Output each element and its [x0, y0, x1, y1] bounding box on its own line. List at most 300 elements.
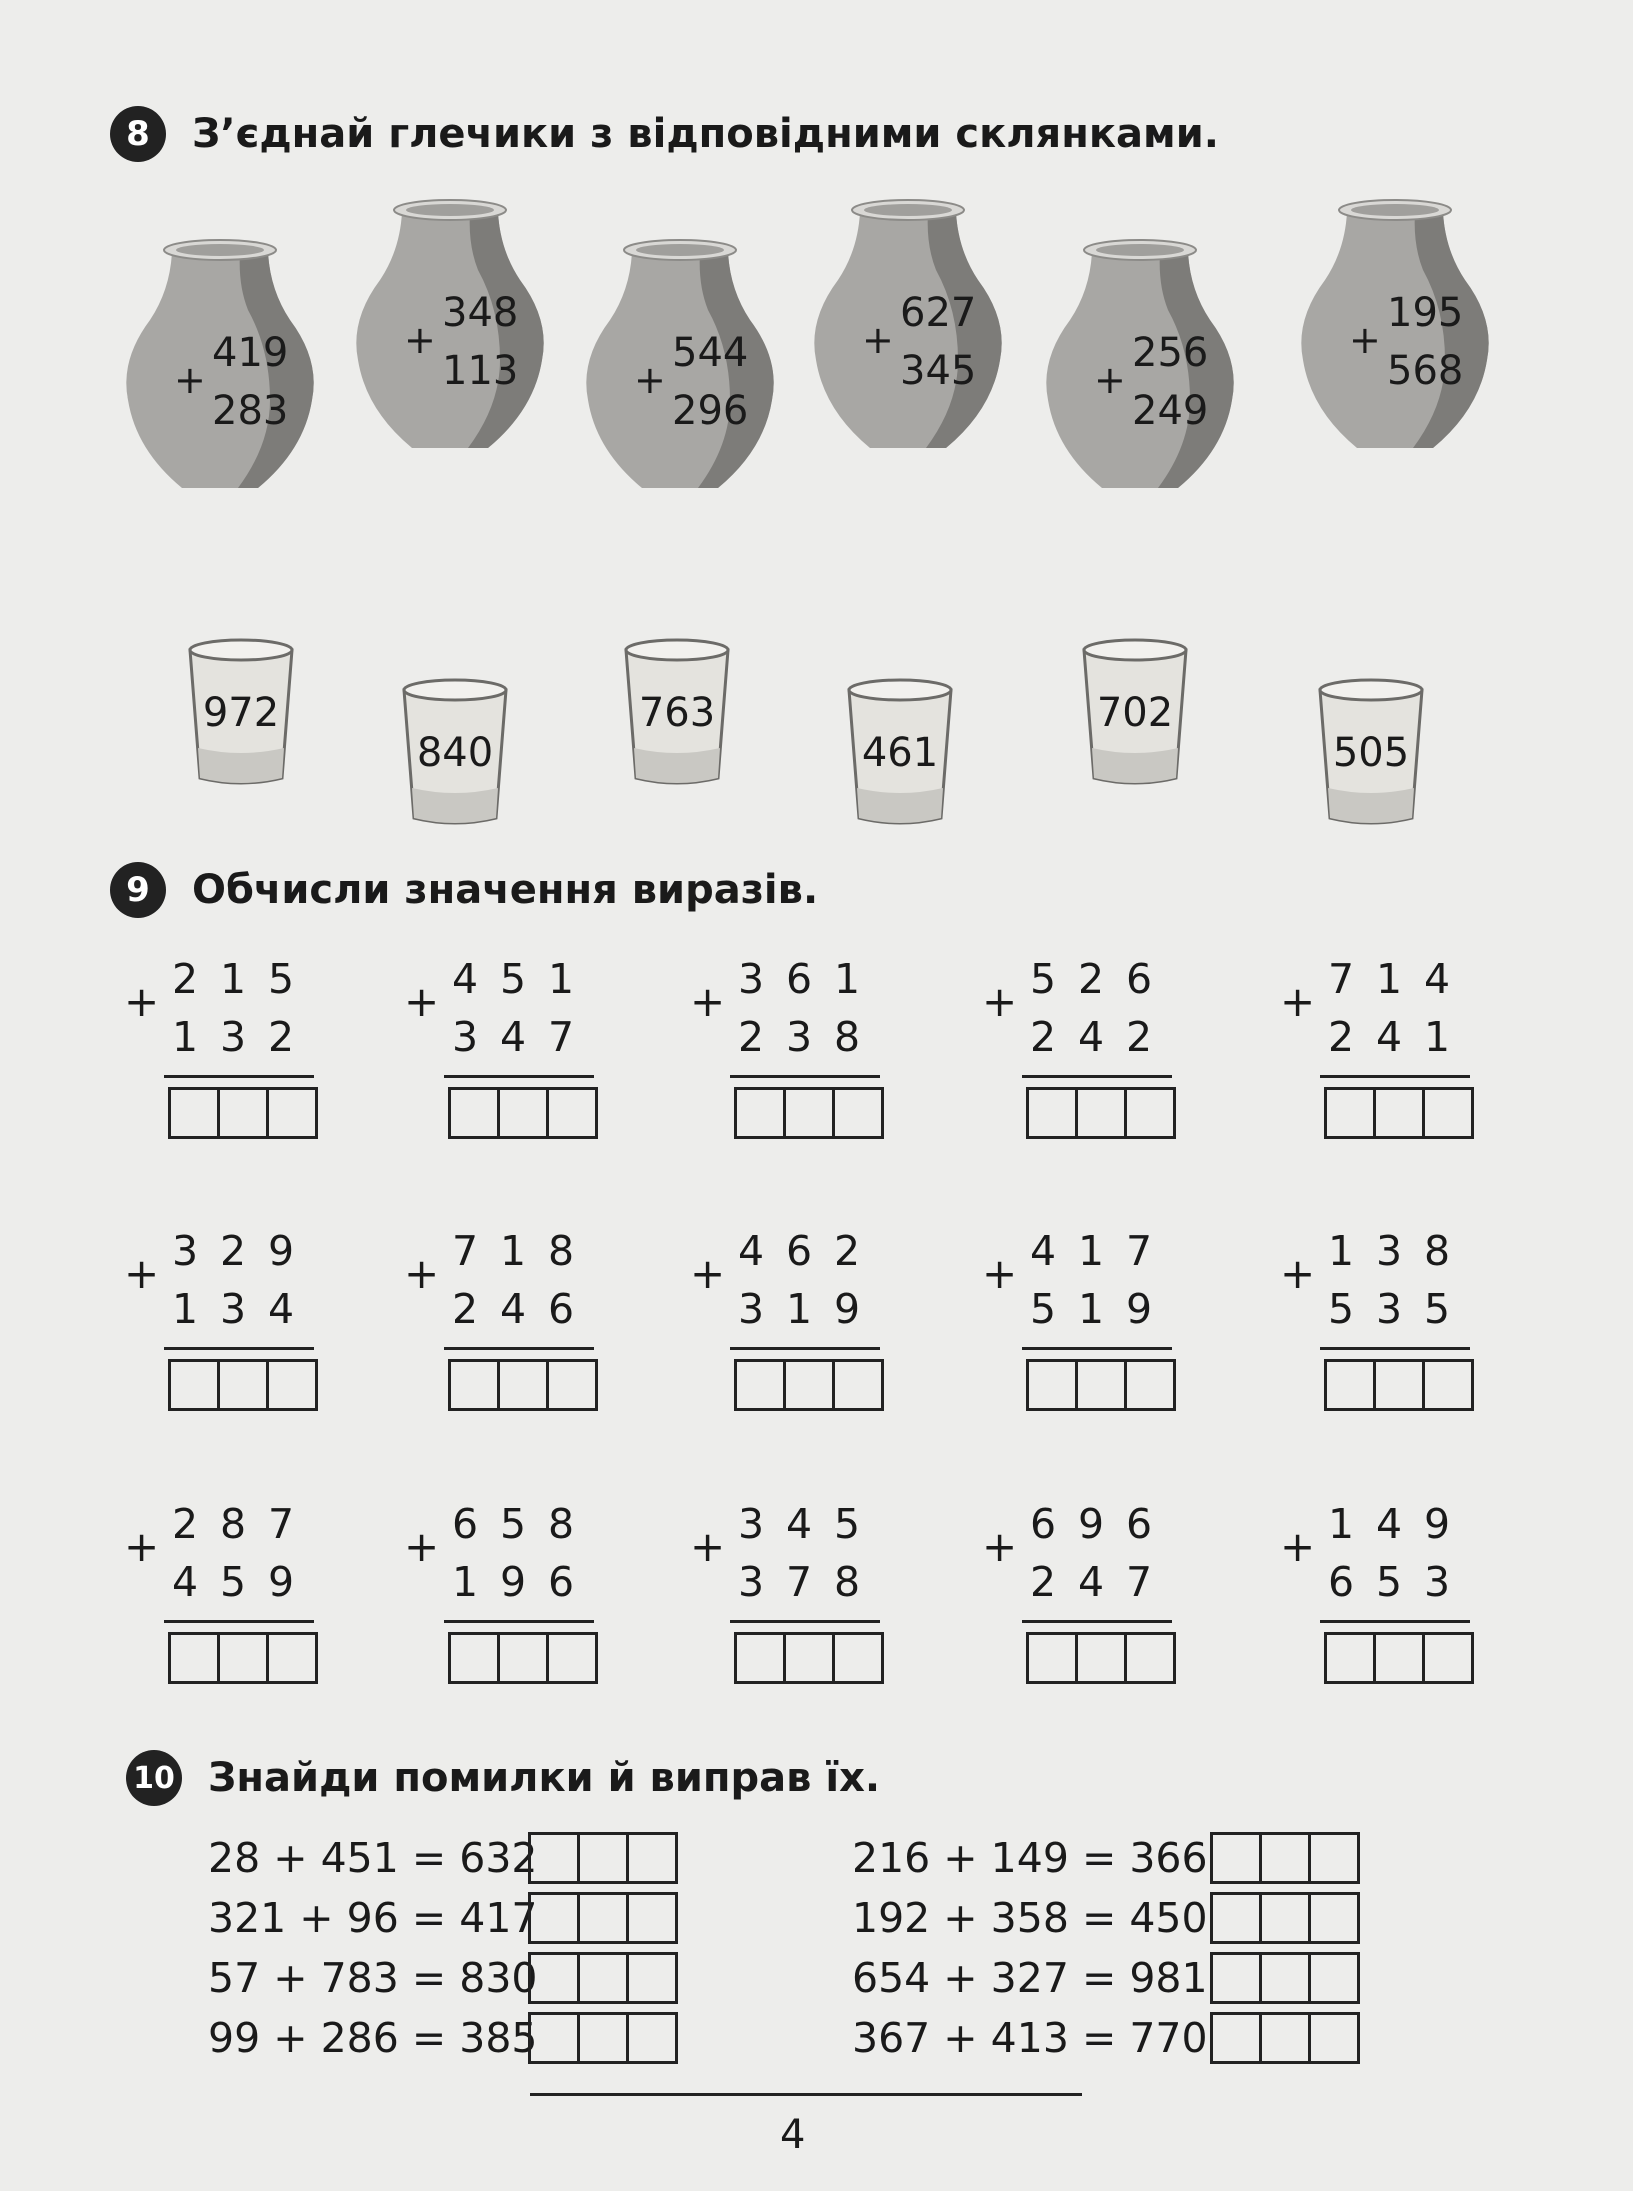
correction-cell[interactable] — [1259, 1952, 1311, 2004]
addend-bottom — [448, 1013, 578, 1061]
page-number: 4 — [780, 2112, 806, 2158]
sum-line — [1022, 1347, 1172, 1350]
addend-top — [734, 1227, 864, 1275]
sum-line — [444, 1620, 594, 1623]
plus-sign: + — [124, 1522, 160, 1571]
plus-sign: + — [124, 977, 160, 1026]
digit: 4 — [1029, 1227, 1057, 1275]
digit: 1 — [1375, 955, 1403, 1003]
glass[interactable] — [186, 638, 296, 788]
digit: 9 — [1423, 1500, 1451, 1548]
digit: 3 — [451, 1013, 479, 1061]
digit: 8 — [547, 1227, 575, 1275]
jug-addend-top: 419 — [212, 330, 289, 376]
addend-bottom — [1324, 1285, 1454, 1333]
answer-cell[interactable] — [448, 1087, 500, 1139]
correction-cell[interactable] — [1308, 1892, 1360, 1944]
addend-top — [448, 1227, 578, 1275]
digit: 7 — [1327, 955, 1355, 1003]
correction-cell[interactable] — [626, 1952, 678, 2004]
sum-line — [1022, 1620, 1172, 1623]
correction-boxes — [1210, 2012, 1360, 2064]
sum-line — [444, 1347, 594, 1350]
equation-text: 216 + 149 = 366 — [852, 1834, 1208, 1882]
equation-text: 367 + 413 = 770 — [852, 2014, 1208, 2062]
correction-cell[interactable] — [1308, 1832, 1360, 1884]
plus-sign: + — [404, 1249, 440, 1298]
jug-addend-top: 627 — [900, 290, 977, 336]
digit: 1 — [547, 955, 575, 1003]
answer-cell[interactable] — [734, 1632, 786, 1684]
answer-cell[interactable] — [1422, 1087, 1474, 1139]
correction-cell[interactable] — [528, 2012, 580, 2064]
answer-boxes — [734, 1359, 884, 1411]
answer-cell[interactable] — [1124, 1632, 1176, 1684]
jug-addend-top: 348 — [442, 290, 519, 336]
digit: 3 — [219, 1285, 247, 1333]
sum-line — [730, 1347, 880, 1350]
digit: 9 — [267, 1227, 295, 1275]
digit: 1 — [499, 1227, 527, 1275]
answer-cell[interactable] — [448, 1359, 500, 1411]
plus-sign: + — [1280, 1249, 1316, 1298]
digit: 6 — [451, 1500, 479, 1548]
glass-value: 763 — [638, 690, 716, 736]
digit: 4 — [737, 1227, 765, 1275]
correction-cell[interactable] — [1210, 1952, 1262, 2004]
sum-line — [730, 1075, 880, 1078]
exercise-10-header — [126, 1750, 880, 1806]
addend-bottom — [448, 1285, 578, 1333]
digit: 9 — [499, 1558, 527, 1606]
answer-cell[interactable] — [1324, 1087, 1376, 1139]
digit: 4 — [1375, 1500, 1403, 1548]
digit: 3 — [785, 1013, 813, 1061]
answer-cell[interactable] — [546, 1632, 598, 1684]
addend-bottom — [734, 1558, 864, 1606]
addend-bottom — [1026, 1285, 1156, 1333]
digit: 9 — [1125, 1285, 1153, 1333]
digit: 3 — [737, 1500, 765, 1548]
equation-row — [852, 1832, 1360, 1884]
answer-cell[interactable] — [217, 1359, 269, 1411]
digit: 3 — [737, 1558, 765, 1606]
addend-top — [1026, 955, 1156, 1003]
addend-top — [168, 1227, 298, 1275]
digit: 6 — [547, 1558, 575, 1606]
addend-top — [1324, 955, 1454, 1003]
correction-boxes — [528, 1892, 678, 1944]
answer-boxes — [1026, 1087, 1176, 1139]
answer-boxes — [734, 1087, 884, 1139]
digit: 3 — [219, 1013, 247, 1061]
addend-top — [734, 1500, 864, 1548]
answer-cell[interactable] — [497, 1359, 549, 1411]
correction-boxes — [528, 1832, 678, 1884]
correction-cell[interactable] — [1210, 1892, 1262, 1944]
correction-cell[interactable] — [1308, 2012, 1360, 2064]
plus-sign: + — [862, 318, 894, 362]
digit: 4 — [171, 1558, 199, 1606]
addend-bottom — [1026, 1013, 1156, 1061]
sum-line — [1320, 1075, 1470, 1078]
digit: 7 — [547, 1013, 575, 1061]
answer-cell[interactable] — [832, 1632, 884, 1684]
equation-row — [208, 1952, 678, 2004]
answer-boxes — [448, 1632, 598, 1684]
correction-boxes — [1210, 1832, 1360, 1884]
addend-bottom — [168, 1558, 298, 1606]
glass-value: 505 — [1332, 730, 1410, 776]
column-addition — [690, 1227, 890, 1417]
correction-cell[interactable] — [1308, 1952, 1360, 2004]
correction-cell[interactable] — [1259, 2012, 1311, 2064]
correction-cell[interactable] — [577, 1952, 629, 2004]
answer-cell[interactable] — [1422, 1632, 1474, 1684]
answer-cell[interactable] — [546, 1087, 598, 1139]
digit: 1 — [1423, 1013, 1451, 1061]
correction-cell[interactable] — [528, 1892, 580, 1944]
answer-cell[interactable] — [497, 1087, 549, 1139]
digit: 1 — [1077, 1227, 1105, 1275]
answer-boxes — [1324, 1359, 1474, 1411]
answer-cell[interactable] — [217, 1632, 269, 1684]
sum-line — [730, 1620, 880, 1623]
answer-cell[interactable] — [1026, 1632, 1078, 1684]
addend-bottom — [1324, 1013, 1454, 1061]
answer-boxes — [734, 1632, 884, 1684]
addend-top — [448, 955, 578, 1003]
glass[interactable] — [400, 678, 510, 828]
digit: 6 — [785, 1227, 813, 1275]
jug[interactable] — [350, 190, 550, 455]
equation-text: 654 + 327 = 981 — [852, 1954, 1208, 2002]
digit: 9 — [833, 1285, 861, 1333]
sum-line — [164, 1075, 314, 1078]
correction-cell[interactable] — [1210, 1832, 1262, 1884]
digit: 1 — [171, 1285, 199, 1333]
digit: 5 — [1423, 1285, 1451, 1333]
addend-bottom — [168, 1285, 298, 1333]
jug[interactable] — [120, 230, 320, 495]
plus-sign: + — [1094, 358, 1126, 402]
plus-sign: + — [690, 977, 726, 1026]
digit: 3 — [171, 1227, 199, 1275]
digit: 3 — [737, 1285, 765, 1333]
plus-sign: + — [634, 358, 666, 402]
digit: 9 — [267, 1558, 295, 1606]
digit: 6 — [1125, 1500, 1153, 1548]
answer-cell[interactable] — [783, 1632, 835, 1684]
digit: 2 — [1029, 1558, 1057, 1606]
answer-cell[interactable] — [1075, 1632, 1127, 1684]
jug[interactable] — [808, 190, 1008, 455]
glass-value: 840 — [416, 730, 494, 776]
answer-cell[interactable] — [1124, 1087, 1176, 1139]
correction-cell[interactable] — [626, 2012, 678, 2064]
correction-boxes — [1210, 1952, 1360, 2004]
answer-boxes — [1324, 1632, 1474, 1684]
digit: 4 — [499, 1013, 527, 1061]
addend-bottom — [168, 1013, 298, 1061]
digit: 4 — [1077, 1013, 1105, 1061]
column-addition — [404, 1227, 604, 1417]
jug-addend-bottom: 296 — [672, 388, 749, 434]
answer-cell[interactable] — [734, 1087, 786, 1139]
digit: 4 — [1077, 1558, 1105, 1606]
plus-sign: + — [404, 1522, 440, 1571]
digit: 2 — [451, 1285, 479, 1333]
answer-cell[interactable] — [1324, 1359, 1376, 1411]
digit: 2 — [1327, 1013, 1355, 1061]
digit: 2 — [219, 1227, 247, 1275]
digit: 6 — [1327, 1558, 1355, 1606]
sum-line — [164, 1347, 314, 1350]
addend-bottom — [1324, 1558, 1454, 1606]
digit: 5 — [833, 1500, 861, 1548]
digit: 3 — [1375, 1285, 1403, 1333]
jug-addend-top: 544 — [672, 330, 749, 376]
plus-sign: + — [404, 977, 440, 1026]
jug[interactable] — [1040, 230, 1240, 495]
correction-cell[interactable] — [577, 1892, 629, 1944]
answer-cell[interactable] — [546, 1359, 598, 1411]
equation-text: 321 + 96 = 417 — [208, 1894, 538, 1942]
column-addition — [1280, 1500, 1480, 1690]
digit: 5 — [1375, 1558, 1403, 1606]
jug-addend-bottom: 113 — [442, 348, 519, 394]
plus-sign: + — [690, 1522, 726, 1571]
plus-sign: + — [982, 977, 1018, 1026]
column-addition — [404, 1500, 604, 1690]
digit: 8 — [219, 1500, 247, 1548]
equation-text: 99 + 286 = 385 — [208, 2014, 538, 2062]
correction-cell[interactable] — [528, 1952, 580, 2004]
digit: 2 — [267, 1013, 295, 1061]
equation-text: 28 + 451 = 632 — [208, 1834, 538, 1882]
plus-sign: + — [404, 318, 436, 362]
correction-cell[interactable] — [577, 1832, 629, 1884]
glass-value: 461 — [861, 730, 939, 776]
glass[interactable] — [1080, 638, 1190, 788]
digit: 4 — [785, 1500, 813, 1548]
digit: 1 — [833, 955, 861, 1003]
digit: 4 — [451, 955, 479, 1003]
addend-top — [1324, 1227, 1454, 1275]
sum-line — [1320, 1347, 1470, 1350]
plus-sign: + — [690, 1249, 726, 1298]
digit: 7 — [1125, 1227, 1153, 1275]
answer-cell[interactable] — [1422, 1359, 1474, 1411]
answer-cell[interactable] — [1026, 1359, 1078, 1411]
digit: 1 — [1327, 1500, 1355, 1548]
correction-cell[interactable] — [1259, 1832, 1311, 1884]
column-addition — [1280, 955, 1480, 1145]
answer-cell[interactable] — [1324, 1632, 1376, 1684]
answer-boxes — [168, 1632, 318, 1684]
digit: 5 — [499, 1500, 527, 1548]
answer-cell[interactable] — [832, 1359, 884, 1411]
jug-addend-bottom: 345 — [900, 348, 977, 394]
digit: 1 — [785, 1285, 813, 1333]
digit: 6 — [785, 955, 813, 1003]
answer-cell[interactable] — [832, 1087, 884, 1139]
equation-row — [208, 1892, 678, 1944]
jug-addend-top: 256 — [1132, 330, 1209, 376]
correction-cell[interactable] — [626, 1892, 678, 1944]
digit: 5 — [219, 1558, 247, 1606]
digit: 5 — [499, 955, 527, 1003]
column-addition — [124, 1227, 324, 1417]
correction-cell[interactable] — [1259, 1892, 1311, 1944]
answer-boxes — [168, 1087, 318, 1139]
correction-cell[interactable] — [1210, 2012, 1262, 2064]
jug-addend-bottom: 568 — [1387, 348, 1464, 394]
digit: 8 — [833, 1558, 861, 1606]
digit: 4 — [1375, 1013, 1403, 1061]
digit: 5 — [1029, 955, 1057, 1003]
correction-cell[interactable] — [577, 2012, 629, 2064]
answer-cell[interactable] — [1026, 1087, 1078, 1139]
digit: 4 — [1423, 955, 1451, 1003]
answer-cell[interactable] — [1075, 1087, 1127, 1139]
equation-row — [852, 2012, 1360, 2064]
addend-top — [1324, 1500, 1454, 1548]
answer-cell[interactable] — [783, 1359, 835, 1411]
exercise-9-title: Обчисли значення виразів. — [192, 867, 819, 913]
sum-line — [444, 1075, 594, 1078]
sum-line — [164, 1620, 314, 1623]
exercise-number-badge: 10 — [126, 1750, 182, 1806]
equation-row — [852, 1952, 1360, 2004]
column-addition — [982, 1227, 1182, 1417]
glass-value: 702 — [1096, 690, 1174, 736]
jug-addend-bottom: 283 — [212, 388, 289, 434]
digit: 7 — [451, 1227, 479, 1275]
glass-value: 972 — [202, 690, 280, 736]
digit: 1 — [1327, 1227, 1355, 1275]
addend-top — [1026, 1500, 1156, 1548]
addend-bottom — [734, 1285, 864, 1333]
answer-boxes — [1026, 1359, 1176, 1411]
digit: 3 — [737, 955, 765, 1003]
answer-cell[interactable] — [1373, 1632, 1425, 1684]
exercise-10-title: Знайди помилки й виправ їх. — [208, 1755, 881, 1801]
jug[interactable] — [580, 230, 780, 495]
column-addition — [1280, 1227, 1480, 1417]
equation-row — [208, 1832, 678, 1884]
answer-boxes — [168, 1359, 318, 1411]
sum-line — [1320, 1620, 1470, 1623]
digit: 2 — [737, 1013, 765, 1061]
column-addition — [982, 955, 1182, 1145]
answer-cell[interactable] — [168, 1632, 220, 1684]
digit: 1 — [219, 955, 247, 1003]
digit: 8 — [1423, 1227, 1451, 1275]
digit: 2 — [171, 1500, 199, 1548]
addend-bottom — [448, 1558, 578, 1606]
answer-cell[interactable] — [168, 1359, 220, 1411]
answer-cell[interactable] — [1075, 1359, 1127, 1411]
answer-boxes — [1026, 1632, 1176, 1684]
column-addition — [124, 1500, 324, 1690]
plus-sign: + — [982, 1522, 1018, 1571]
digit: 2 — [1125, 1013, 1153, 1061]
sum-line — [1022, 1075, 1172, 1078]
plus-sign: + — [124, 1249, 160, 1298]
digit: 7 — [1125, 1558, 1153, 1606]
answer-cell[interactable] — [1373, 1359, 1425, 1411]
addend-top — [448, 1500, 578, 1548]
answer-cell[interactable] — [1373, 1087, 1425, 1139]
column-addition — [690, 955, 890, 1145]
answer-boxes — [448, 1359, 598, 1411]
column-addition — [124, 955, 324, 1145]
jug-addend-bottom: 249 — [1132, 388, 1209, 434]
exercise-number-badge: 8 — [110, 106, 166, 162]
digit: 4 — [499, 1285, 527, 1333]
correction-cell[interactable] — [528, 1832, 580, 1884]
equation-text: 192 + 358 = 450 — [852, 1894, 1208, 1942]
digit: 5 — [1029, 1285, 1057, 1333]
digit: 7 — [267, 1500, 295, 1548]
digit: 1 — [451, 1558, 479, 1606]
answer-cell[interactable] — [168, 1087, 220, 1139]
digit: 2 — [171, 955, 199, 1003]
answer-cell[interactable] — [266, 1087, 318, 1139]
jug-addend-top: 195 — [1387, 290, 1464, 336]
answer-cell[interactable] — [1124, 1359, 1176, 1411]
glass[interactable] — [845, 678, 955, 828]
equation-text: 57 + 783 = 830 — [208, 1954, 538, 2002]
answer-cell[interactable] — [497, 1632, 549, 1684]
digit: 5 — [1327, 1285, 1355, 1333]
digit: 7 — [785, 1558, 813, 1606]
addend-top — [734, 955, 864, 1003]
answer-cell[interactable] — [266, 1632, 318, 1684]
equation-row — [852, 1892, 1360, 1944]
correction-boxes — [1210, 1892, 1360, 1944]
addend-top — [1026, 1227, 1156, 1275]
digit: 6 — [547, 1285, 575, 1333]
addend-top — [168, 955, 298, 1003]
digit: 1 — [171, 1013, 199, 1061]
column-addition — [690, 1500, 890, 1690]
correction-boxes — [528, 2012, 678, 2064]
digit: 3 — [1423, 1558, 1451, 1606]
plus-sign: + — [174, 358, 206, 402]
exercise-8-title: З’єднай глечики з відповідними склянками. — [192, 111, 1219, 157]
plus-sign: + — [1349, 318, 1381, 362]
jug[interactable] — [1295, 190, 1495, 455]
digit: 6 — [1125, 955, 1153, 1003]
digit: 2 — [1029, 1013, 1057, 1061]
glass[interactable] — [622, 638, 732, 788]
addend-top — [168, 1500, 298, 1548]
glass[interactable] — [1316, 678, 1426, 828]
digit: 8 — [833, 1013, 861, 1061]
digit: 6 — [1029, 1500, 1057, 1548]
digit: 2 — [1077, 955, 1105, 1003]
answer-cell[interactable] — [783, 1087, 835, 1139]
answer-cell[interactable] — [734, 1359, 786, 1411]
exercise-9-header — [110, 862, 818, 918]
answer-cell[interactable] — [266, 1359, 318, 1411]
answer-cell[interactable] — [448, 1632, 500, 1684]
digit: 8 — [547, 1500, 575, 1548]
answer-cell[interactable] — [217, 1087, 269, 1139]
correction-cell[interactable] — [626, 1832, 678, 1884]
